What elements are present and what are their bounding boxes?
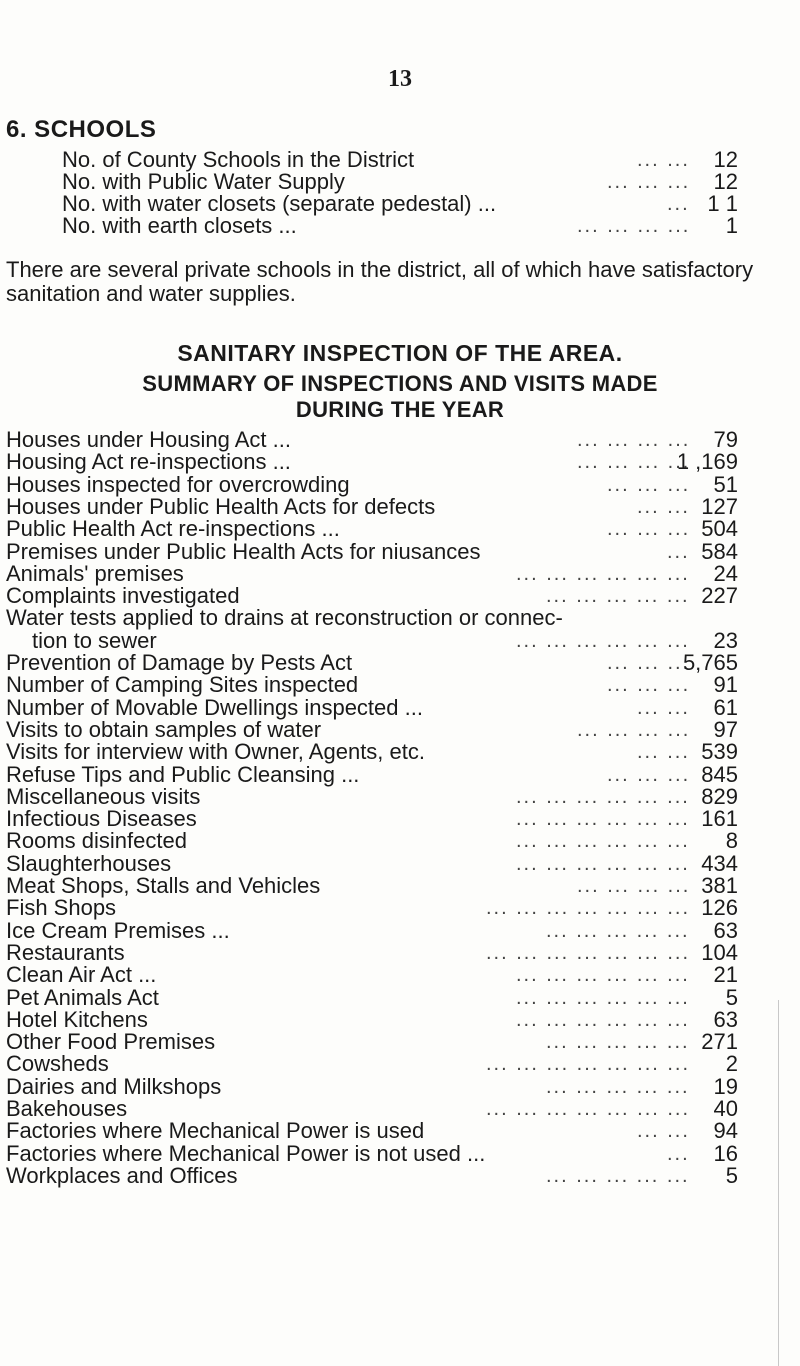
row-leader-dots: ... ... ... ... ... ... ... [486,1053,691,1076]
row-value: 434 [701,850,738,876]
row-value: 51 [713,471,738,497]
table-row [0,673,800,697]
row-leader-dots: ... ... [637,1120,690,1143]
row-value: 16 [713,1140,738,1166]
row-label: Pet Animals Act [6,984,159,1010]
row-label: Meat Shops, Stalls and Vehicles [6,873,321,898]
table-row [0,1142,800,1166]
row-value: 2 [725,1051,738,1077]
row-value: 61 [713,694,738,720]
row-value: 845 [701,761,738,787]
row-label: Number of Movable Dwellings inspected ... [6,694,423,720]
table-row [0,1119,800,1143]
row-leader-dots: ... ... ... ... [577,429,691,451]
row-value: 161 [701,806,738,832]
row-value: 1 [725,213,738,238]
row-value: 126 [701,895,738,921]
row-leader-dots: ... ... [637,149,690,171]
row-value: 40 [713,1096,738,1121]
row-value: 24 [713,560,738,586]
row-leader-dots: ... ... ... ... ... [546,1164,690,1187]
row-value: 227 [701,583,738,609]
row-label: Public Health Act re-inspections ... [6,516,340,542]
schools-note: There are several private schools in the district, all of which have satisfactory sanitation and water supplies. [6,257,754,306]
row-value: 91 [713,672,738,698]
row-label: Housing Act re-inspections ... [6,449,291,475]
row-value: 271 [701,1029,738,1055]
row-value: 1 ,169 [676,449,738,475]
row-leader-dots: ... ... ... ... ... ... [516,785,690,808]
table-row [0,763,800,787]
table-row [0,963,800,987]
row-label: Slaughterhouses [6,850,172,876]
inspection-subtitle-line1: SUMMARY OF INSPECTIONS AND VISITS MADE [142,371,658,396]
row-leader-dots: ... ... ... ... ... ... [516,562,690,585]
row-leader-dots: ... ... ... ... [577,875,691,897]
row-label: No. with earth closets ... [62,213,297,238]
row-leader-dots: ... ... ... [607,518,691,541]
row-label: Bakehouses [6,1096,128,1121]
row-label: Premises under Public Health Acts for niusances [6,538,481,564]
row-leader-dots: ... ... ... ... ... [546,1075,690,1098]
row-value: 829 [701,783,738,809]
row-leader-dots: ... ... ... ... ... [546,919,690,942]
row-label: Houses under Housing Act ... [6,427,291,452]
row-leader-dots: ... ... ... ... ... ... [516,964,690,987]
row-value: 104 [701,939,738,965]
row-label: Cowsheds [6,1051,109,1077]
row-leader-dots: ... ... ... ... ... ... ... [486,1098,691,1120]
table-row [0,540,800,564]
table-row [0,696,800,720]
row-value: 539 [701,739,738,765]
row-leader-dots: ... [667,193,690,215]
row-label: No. of County Schools in the District [62,147,415,172]
row-leader-dots: ... [667,1142,690,1165]
row-leader-dots: ... ... ... ... ... ... [516,986,690,1009]
row-label: Rooms disinfected [6,828,187,854]
row-value: 19 [713,1073,738,1099]
row-label: Ice Cream Premises ... [6,917,230,943]
row-leader-dots: ... ... ... ... ... ... [516,852,690,875]
row-leader-dots: ... ... ... ... ... ... ... [486,941,691,964]
page-number: 13 [388,66,412,92]
row-label: Complaints investigated [6,583,240,609]
row-label: Visits for interview with Owner, Agents, etc. [6,739,425,765]
table-row [0,473,800,497]
row-value: 12 [713,169,738,194]
row-label: tion to sewer [32,627,157,653]
row-value: 79 [713,427,738,452]
table-row [0,214,800,238]
row-label: Factories where Mechanical Power is not used ... [6,1140,486,1166]
row-label: Visits to obtain samples of water [6,716,322,742]
row-value: 5 [725,984,738,1010]
row-label: Other Food Premises [6,1029,216,1055]
row-value: 504 [701,516,738,542]
row-leader-dots: ... ... ... ... ... ... [516,1008,690,1031]
row-label: Miscellaneous visits [6,783,201,809]
table-row [0,1164,800,1188]
row-label: Hotel Kitchens [6,1006,148,1032]
table-row [0,829,800,853]
row-label: Restaurants [6,939,125,965]
table-row [0,517,800,541]
row-value: 127 [701,493,738,519]
row-label: No. with Public Water Supply [62,169,345,194]
row-value: 21 [713,962,738,988]
row-label: Workplaces and Offices [6,1162,238,1188]
row-label: Number of Camping Sites inspected [6,672,359,698]
table-row [0,896,800,920]
table-row [0,919,800,943]
table-row [0,740,800,764]
row-value: 5,765 [682,650,738,675]
row-label: Factories where Mechanical Power is used [6,1118,425,1144]
row-value: 97 [713,716,738,742]
row-leader-dots: ... ... ... ... [577,718,691,741]
row-label: Houses inspected for overcrowding [6,471,350,497]
row-leader-dots: ... ... [637,495,690,518]
section-heading-schools: 6. SCHOOLS [6,116,157,143]
row-leader-dots: ... ... ... [607,652,691,674]
row-label: Houses under Public Health Acts for defects [6,493,436,519]
row-value: 584 [701,538,738,564]
inspection-subtitle-line2: DURING THE YEAR [295,397,505,422]
row-leader-dots: ... ... ... ... ... ... [516,830,690,853]
row-leader-dots: ... ... ... ... [577,215,691,237]
row-label: No. with water closets (separate pedestal) ... [62,191,497,216]
table-row [0,1030,800,1054]
row-leader-dots: ... [667,540,690,563]
row-value: 94 [713,1118,738,1144]
page-edge-line [778,1000,779,1366]
row-value: 8 [725,828,738,854]
row-leader-dots: ... ... ... [607,763,691,786]
row-value: 23 [713,627,738,653]
row-leader-dots: ... ... ... ... ... [546,1031,690,1054]
row-leader-dots: ... ... [637,741,690,764]
row-label: Water tests applied to drains at reconstruction or connec- [6,605,563,631]
row-leader-dots: ... ... ... [607,171,691,193]
table-row [0,606,800,630]
row-value: 5 [725,1162,738,1188]
table-row [0,450,800,474]
table-row [0,874,800,898]
row-leader-dots: ... ... ... ... ... ... [516,808,690,831]
row-value: 12 [713,147,738,172]
row-leader-dots: ... ... ... ... [577,451,691,474]
row-value: 63 [713,1006,738,1032]
row-value: 63 [713,917,738,943]
inspection-title: SANITARY INSPECTION OF THE AREA. [177,340,623,366]
row-label: Clean Air Act ... [6,962,157,988]
row-leader-dots: ... ... [637,696,690,719]
table-row [0,986,800,1010]
row-label: Refuse Tips and Public Cleansing ... [6,761,360,787]
row-leader-dots: ... ... ... ... ... [546,585,690,608]
row-label: Prevention of Damage by Pests Act [6,650,353,675]
row-label: Fish Shops [6,895,117,921]
row-leader-dots: ... ... ... ... ... ... [516,629,690,652]
row-leader-dots: ... ... ... ... ... ... ... [486,897,691,920]
row-value: 381 [701,873,738,898]
table-row [0,1052,800,1076]
row-label: Animals' premises [6,560,184,586]
row-leader-dots: ... ... ... [607,674,691,697]
row-value: 1 1 [707,191,738,216]
row-label: Infectious Diseases [6,806,197,832]
row-label: Dairies and Milkshops [6,1073,222,1099]
row-leader-dots: ... ... ... [607,473,691,496]
